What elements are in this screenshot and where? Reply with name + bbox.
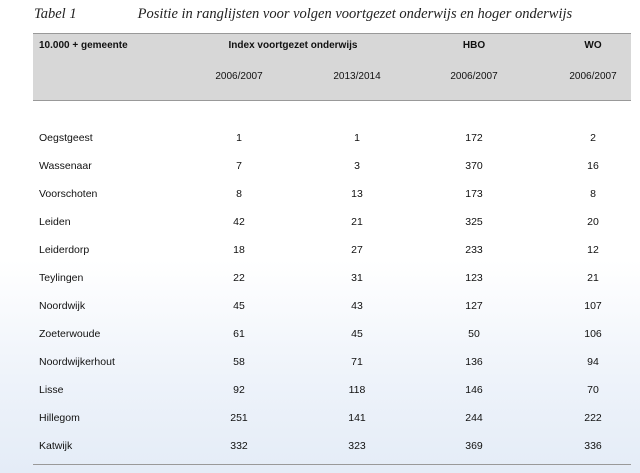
cell-index-2006: 251 bbox=[230, 412, 248, 424]
cell-index-2013: 31 bbox=[351, 272, 363, 284]
header-year-2: 2013/2014 bbox=[333, 71, 381, 82]
cell-index-2013: 141 bbox=[348, 412, 366, 424]
cell-municipality: Leiden bbox=[39, 216, 71, 228]
table-row bbox=[33, 210, 631, 238]
cell-index-2013: 71 bbox=[351, 356, 363, 368]
cell-wo: 107 bbox=[584, 300, 602, 312]
table-caption bbox=[34, 6, 634, 23]
cell-wo: 106 bbox=[584, 328, 602, 340]
cell-hbo: 123 bbox=[465, 272, 483, 284]
cell-hbo: 127 bbox=[465, 300, 483, 312]
cell-hbo: 244 bbox=[465, 412, 483, 424]
table-row bbox=[33, 238, 631, 266]
table-row bbox=[33, 126, 631, 154]
cell-index-2006: 1 bbox=[236, 132, 242, 144]
cell-wo: 2 bbox=[590, 132, 596, 144]
cell-index-2013: 323 bbox=[348, 440, 366, 452]
cell-index-2013: 21 bbox=[351, 216, 363, 228]
cell-municipality: Hillegom bbox=[39, 412, 80, 424]
header-year-1: 2006/2007 bbox=[215, 71, 263, 82]
header-municipality: 10.000 + gemeente bbox=[39, 40, 128, 51]
header-year-3: 2006/2007 bbox=[450, 71, 498, 82]
cell-wo: 8 bbox=[590, 188, 596, 200]
cell-index-2006: 45 bbox=[233, 300, 245, 312]
ranking-table bbox=[33, 33, 631, 101]
cell-index-2006: 8 bbox=[236, 188, 242, 200]
cell-index-2013: 3 bbox=[354, 160, 360, 172]
cell-municipality: Katwijk bbox=[39, 440, 73, 452]
cell-municipality: Oegstgeest bbox=[39, 132, 93, 144]
cell-wo: 70 bbox=[587, 384, 599, 396]
header-hbo: HBO bbox=[462, 40, 486, 51]
cell-wo: 20 bbox=[587, 216, 599, 228]
header-wo: WO bbox=[584, 40, 602, 51]
cell-index-2006: 332 bbox=[230, 440, 248, 452]
cell-wo: 16 bbox=[587, 160, 599, 172]
cell-index-2006: 58 bbox=[233, 356, 245, 368]
cell-hbo: 136 bbox=[465, 356, 483, 368]
table-header bbox=[33, 33, 631, 101]
table-number: Tabel 1 bbox=[34, 6, 77, 22]
header-index-voortgezet: Index voortgezet onderwijs bbox=[228, 40, 358, 51]
cell-wo: 21 bbox=[587, 272, 599, 284]
cell-hbo: 172 bbox=[465, 132, 483, 144]
cell-municipality: Lisse bbox=[39, 384, 64, 396]
cell-index-2006: 92 bbox=[233, 384, 245, 396]
cell-index-2013: 43 bbox=[351, 300, 363, 312]
cell-hbo: 173 bbox=[465, 188, 483, 200]
cell-hbo: 370 bbox=[465, 160, 483, 172]
table-row bbox=[33, 350, 631, 378]
cell-hbo: 146 bbox=[465, 384, 483, 396]
cell-index-2006: 61 bbox=[233, 328, 245, 340]
cell-index-2006: 42 bbox=[233, 216, 245, 228]
table-title: Positie in ranglijsten voor volgen voortgezet onderwijs en hoger onderwijs bbox=[137, 6, 573, 22]
cell-wo: 336 bbox=[584, 440, 602, 452]
cell-municipality: Voorschoten bbox=[39, 188, 98, 200]
cell-hbo: 325 bbox=[465, 216, 483, 228]
table-bottom-rule bbox=[33, 464, 631, 465]
cell-index-2013: 27 bbox=[351, 244, 363, 256]
cell-index-2013: 118 bbox=[348, 384, 366, 396]
cell-index-2013: 1 bbox=[354, 132, 360, 144]
cell-index-2006: 18 bbox=[233, 244, 245, 256]
cell-hbo: 369 bbox=[465, 440, 483, 452]
cell-municipality: Teylingen bbox=[39, 272, 84, 284]
cell-wo: 12 bbox=[587, 244, 599, 256]
cell-wo: 94 bbox=[587, 356, 599, 368]
cell-index-2013: 45 bbox=[351, 328, 363, 340]
table-body bbox=[33, 126, 631, 462]
table-row bbox=[33, 378, 631, 406]
cell-municipality: Zoeterwoude bbox=[39, 328, 101, 340]
cell-index-2006: 22 bbox=[233, 272, 245, 284]
table-row bbox=[33, 322, 631, 350]
cell-municipality: Wassenaar bbox=[39, 160, 92, 172]
table-row bbox=[33, 434, 631, 462]
cell-hbo: 233 bbox=[465, 244, 483, 256]
cell-index-2006: 7 bbox=[236, 160, 242, 172]
table-row bbox=[33, 294, 631, 322]
cell-municipality: Leiderdorp bbox=[39, 244, 90, 256]
cell-wo: 222 bbox=[584, 412, 602, 424]
table-row bbox=[33, 154, 631, 182]
table-row bbox=[33, 406, 631, 434]
header-year-4: 2006/2007 bbox=[569, 71, 617, 82]
table-row bbox=[33, 266, 631, 294]
cell-municipality: Noordwijkerhout bbox=[39, 356, 115, 368]
cell-hbo: 50 bbox=[468, 328, 480, 340]
cell-index-2013: 13 bbox=[351, 188, 363, 200]
table-row bbox=[33, 182, 631, 210]
cell-municipality: Noordwijk bbox=[39, 300, 86, 312]
